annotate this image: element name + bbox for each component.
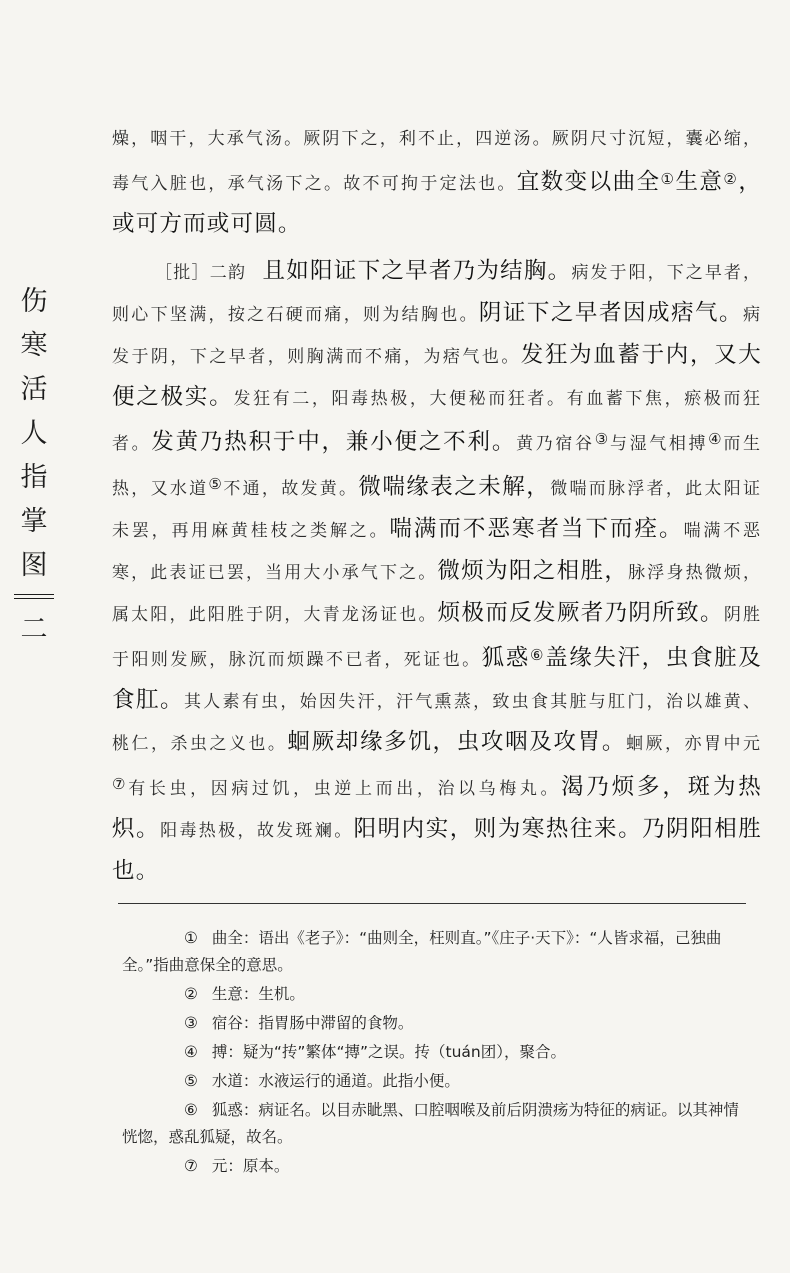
body-text (112, 118, 762, 892)
main-text: 且如阳证下之早者乃为结胸。 (262, 258, 572, 284)
side-divider (14, 598, 54, 599)
book-title (10, 280, 58, 588)
paragraph-1 (112, 118, 762, 245)
footnote-ref: ① (660, 170, 676, 188)
main-text: 发狂为血蓄于内，又大便之极实。 (112, 342, 762, 410)
main-text: 阳明内实，则为寒热往来。乃阴阳相胜也。 (112, 816, 762, 884)
footnote-text: 生意：生机。 (211, 985, 305, 1003)
commentary-text: 黄乃宿谷 (516, 434, 595, 454)
main-text: ，或可方而或可圆。 (112, 169, 763, 237)
side-running-head (10, 280, 58, 646)
paragraph-2 (112, 251, 762, 892)
commentary-text: 病发于阴，下之早者，则胸满而不痛，为痞气也。 (112, 305, 763, 367)
footnote-item (122, 1153, 747, 1180)
title-char: 掌 (20, 506, 48, 537)
commentary-text: 而生热，又水道 (112, 434, 763, 499)
commentary-text: 与湿气相搏 (609, 434, 709, 454)
main-text: 狐惑 (481, 645, 530, 671)
title-char: 图 (20, 550, 48, 581)
footnote-mark: ① (184, 929, 198, 947)
title-char: 人 (20, 418, 48, 449)
main-text: 宜数变以曲全 (516, 169, 661, 195)
main-text: 盖缘失汗，虫食脏及食肛。 (112, 645, 762, 713)
commentary-text: 微喘而脉浮者，此太阳证未罢，再用麻黄桂枝之类解之。 (112, 479, 763, 541)
commentary-text: 有长虫，因病过饥，虫逆上而出，治以乌梅丸。 (128, 779, 562, 799)
footnote-text: 狐惑：病证名。以目赤眦黑、口腔咽喉及前后阴溃疡为特征的病证。以其神情恍惚，惑乱狐疑，故名。 (122, 1101, 739, 1146)
footnote-mark: ③ (184, 1014, 198, 1032)
footnote-mark: ② (184, 985, 198, 1003)
footnote-item (122, 1068, 747, 1095)
commentary-text: 发狂有二，阳毒热极，大便秘而狂者。有血蓄下焦，瘀极而狂者。 (112, 389, 762, 454)
footnote-ref: ⑥ (529, 646, 546, 664)
footnote-divider (118, 903, 746, 904)
main-text: 发黄乃热积于中，兼小便之不利。 (151, 429, 517, 455)
title-char: 指 (20, 462, 48, 493)
main-text: 蛔厥却缘多饥，虫攻咽及攻胃。 (287, 729, 627, 755)
footnote-ref: ④ (708, 430, 724, 448)
commentary-text: 病发于阳，下之早者，则心下坚满，按之石硬而痛，则为结胸也。 (112, 263, 762, 325)
footnote-item (122, 1097, 747, 1151)
title-char: 寒 (20, 330, 48, 361)
title-char: 伤 (20, 286, 48, 317)
main-text: 生意 (675, 169, 724, 195)
main-text: 烦极而反发厥者乃阴所致。 (437, 600, 724, 626)
footnote-ref: ⑤ (208, 475, 224, 493)
side-divider (14, 594, 54, 595)
main-text: 喘满而不恶寒者当下而痊。 (389, 516, 684, 542)
footnote-mark: ⑥ (184, 1101, 198, 1119)
footnote-item (122, 981, 747, 1008)
footnote-text: 宿谷：指胃肠中滞留的食物。 (211, 1014, 414, 1032)
commentary-text: 燥，咽干，大承气汤。厥阴下之，利不止，四逆汤。厥阴尺寸沉短，囊必缩，毒气入脏也，承气汤下之。故不可拘于定法也。 (112, 129, 762, 194)
footnote-text: 水道：水液运行的通道。此指小便。 (211, 1072, 460, 1090)
footnotes (122, 925, 747, 1182)
footnote-mark: ④ (184, 1043, 198, 1061)
annotation-tag: ［批］二韵 (155, 263, 247, 283)
chapter-number: 二 (20, 614, 48, 645)
footnote-ref: ③ (594, 430, 610, 448)
main-text: 微烦为阳之相胜， (437, 558, 629, 584)
commentary-text: 其人素有虫，始因失汗，汗气熏蒸，致虫食其脏与肛门，治以雄黄、桃仁，杀虫之义也。 (112, 692, 762, 754)
commentary-text: 不通，故发黄。 (223, 479, 359, 499)
commentary-text: 喘满不恶寒，此表证已罢，当用大小承气下之。 (112, 521, 763, 583)
footnote-ref: ⑦ (112, 775, 129, 793)
footnote-mark: ⑦ (184, 1157, 198, 1175)
footnote-mark: ⑤ (184, 1072, 198, 1090)
main-text: 微喘缘表之未解， (358, 474, 551, 500)
main-text: 阴证下之早者因成痞气。 (478, 300, 744, 326)
commentary-text: 阴胜于阳则发厥，脉沉而烦躁不已者，死证也。 (112, 605, 763, 670)
footnote-item (122, 925, 747, 979)
main-text: 渴乃烦多，斑为热炽。 (112, 774, 762, 842)
commentary-text: 阳毒热极，故发斑斓。 (160, 821, 354, 841)
footnote-text: 曲全：语出《老子》：“曲则全，枉则直。”《庄子·天下》：“人皆求福，己独曲全。”指曲意保全的意思。 (122, 929, 722, 974)
title-char: 活 (20, 374, 48, 405)
commentary-text: 蛔厥，亦胃中元 (626, 734, 762, 754)
footnote-text: 搏：疑为“抟”繁体“摶”之误。抟（tuán团），聚合。 (211, 1043, 567, 1061)
footnote-ref: ② (723, 170, 739, 188)
footnote-item (122, 1010, 747, 1037)
footnote-text: 元：原本。 (211, 1157, 290, 1175)
footnote-item (122, 1039, 747, 1066)
commentary-text: 脉浮身热微烦，属太阳，此阳胜于阴，大青龙汤证也。 (112, 563, 763, 625)
